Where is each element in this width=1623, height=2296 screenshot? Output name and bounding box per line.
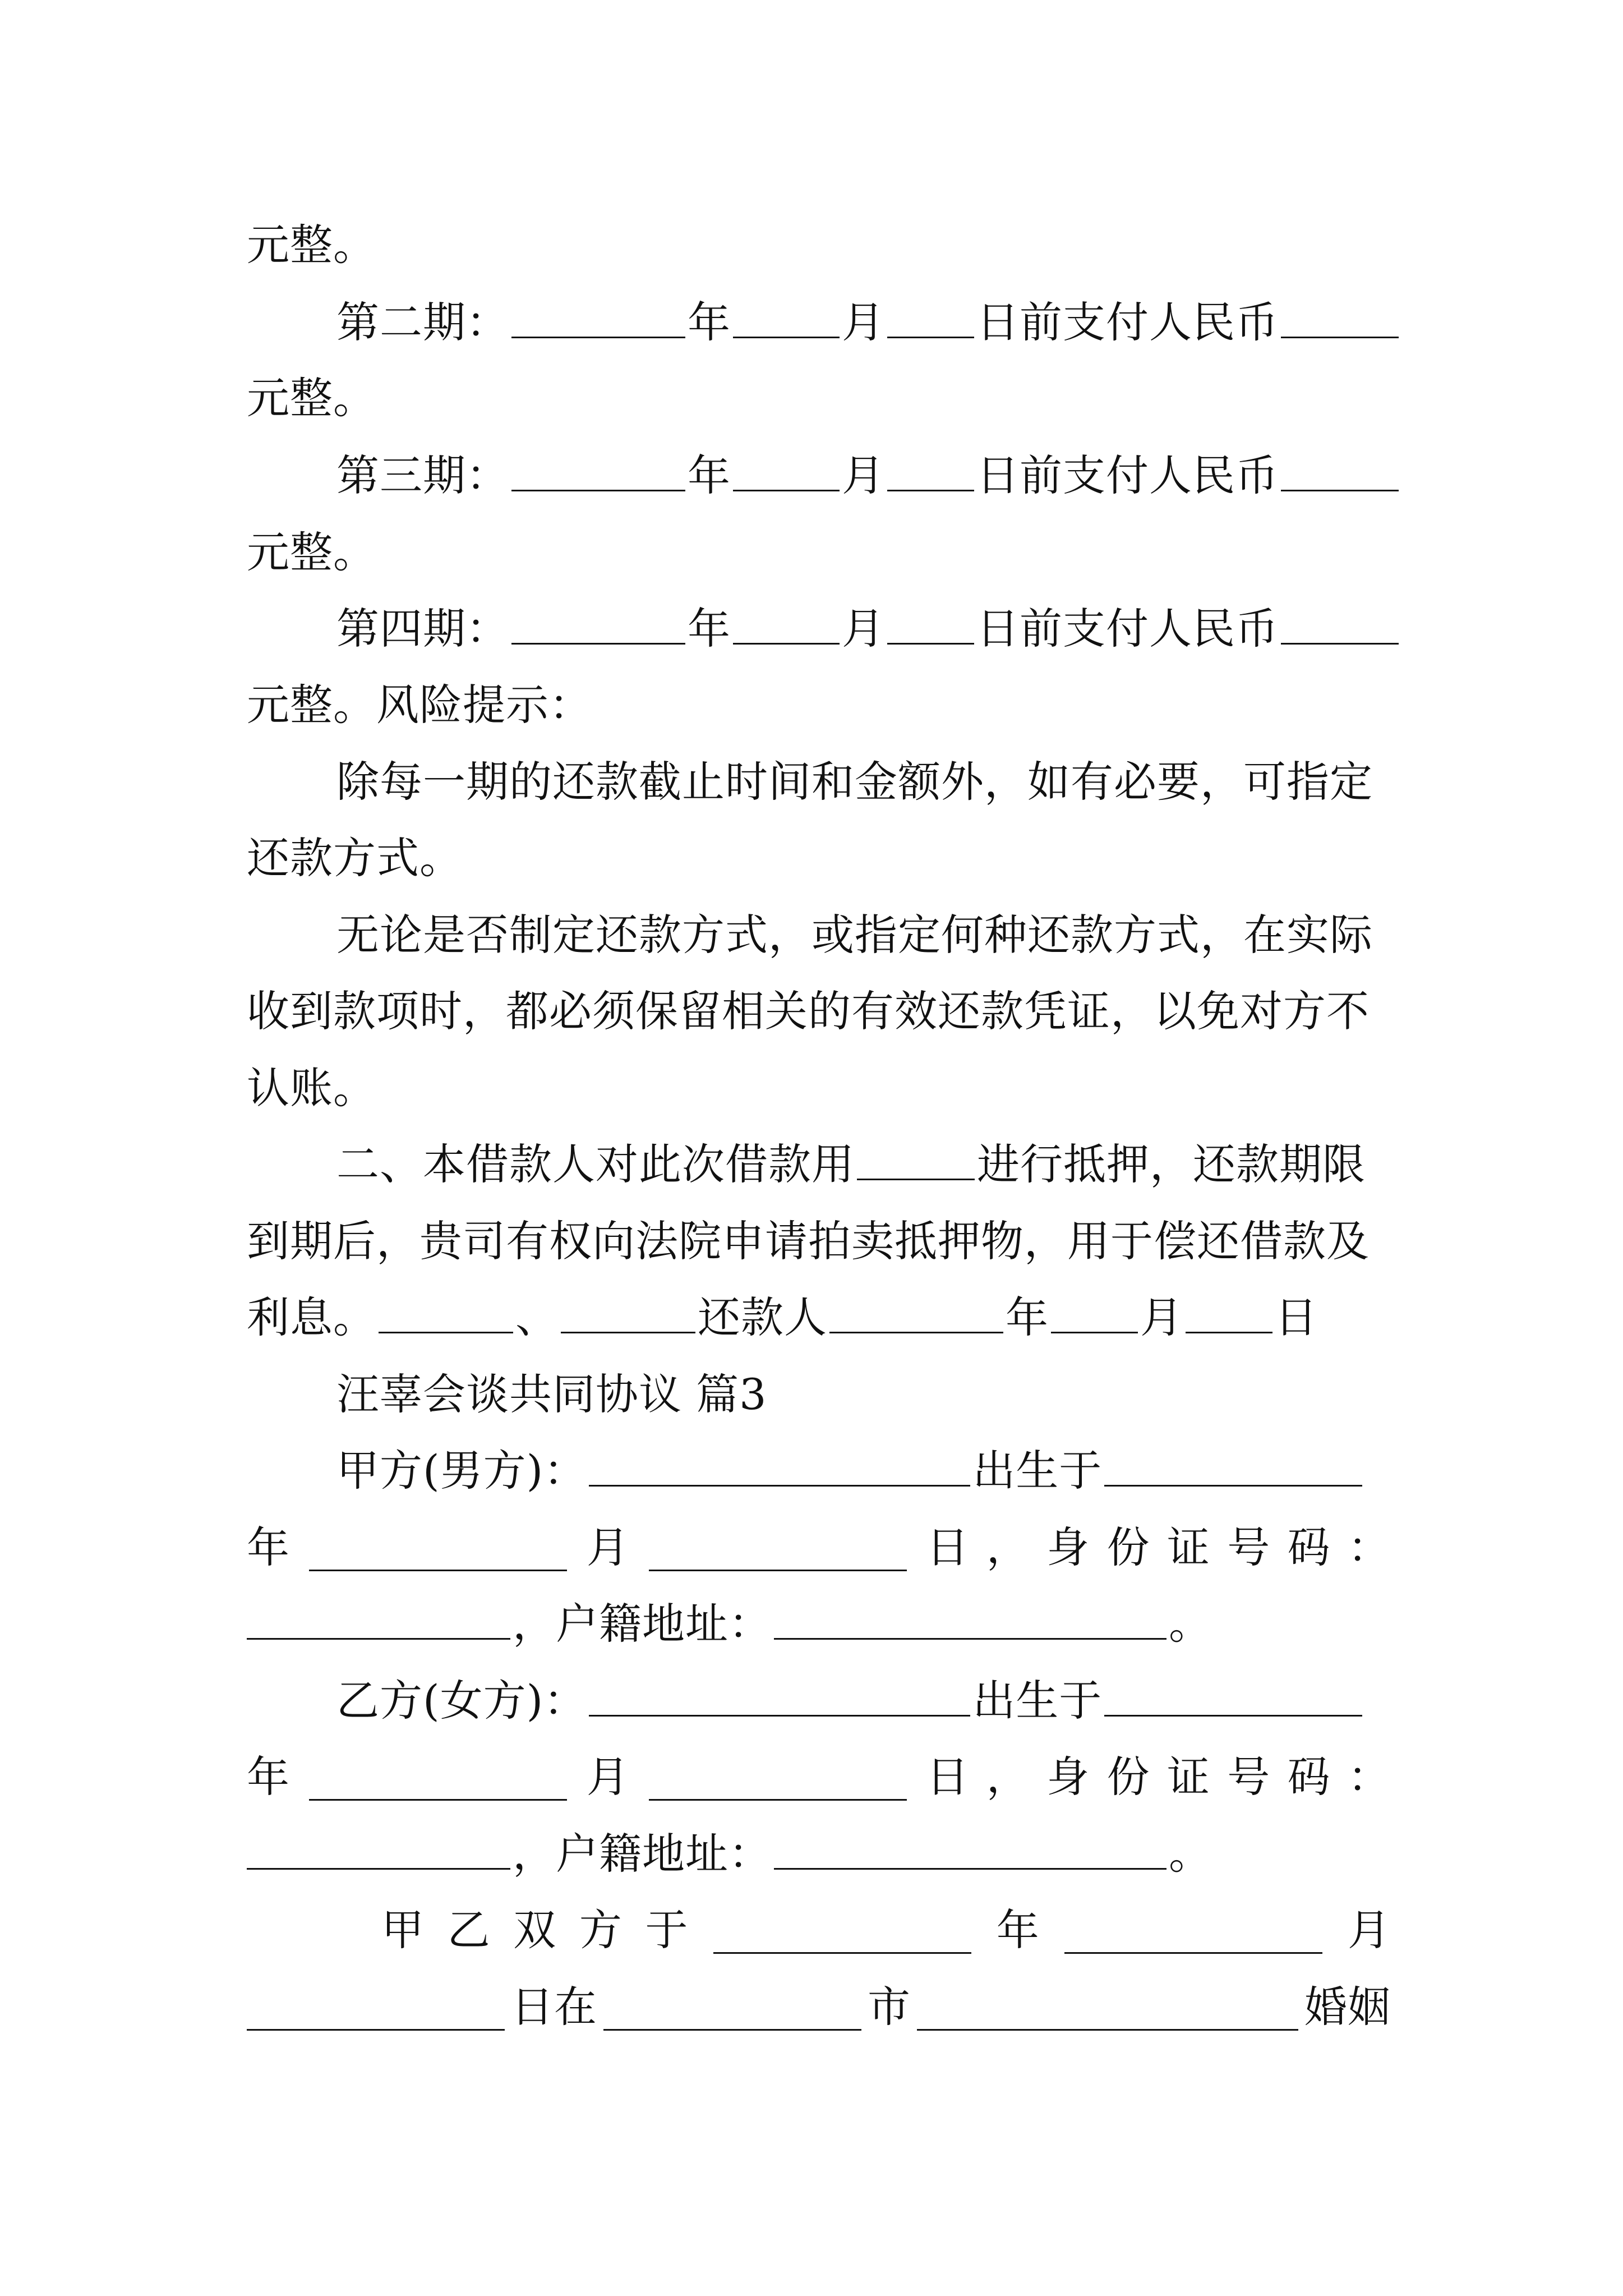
year-label: 年 <box>688 297 731 347</box>
blank-field <box>733 598 840 645</box>
id-char: 证 <box>1166 1752 1210 1802</box>
party-label: 乙方(女方)： <box>336 1676 587 1726</box>
blank-field <box>1104 1670 1362 1717</box>
blank-field <box>561 1287 695 1333</box>
section-heading <box>336 1364 1391 1425</box>
blank-field <box>733 292 840 338</box>
year-label: 年 <box>996 1905 1040 1955</box>
blank-field <box>774 1593 1166 1640</box>
blank-field <box>1051 1287 1138 1333</box>
line-text: 还款方式。 <box>247 833 463 883</box>
year-label: 年 <box>688 450 731 500</box>
id-char: 份 <box>1106 1522 1150 1572</box>
blank-field <box>589 1670 970 1717</box>
blank-field <box>829 1287 1003 1333</box>
blank-field <box>309 1754 567 1801</box>
blank-field <box>511 292 685 338</box>
address-label: ，户籍地址： <box>513 1829 772 1879</box>
blank-field <box>603 1984 861 2031</box>
party-b-line <box>336 1670 1391 1732</box>
blank-field <box>857 1134 975 1180</box>
period: 。 <box>1169 1829 1212 1879</box>
blank-field <box>649 1754 907 1801</box>
blank-field <box>733 445 840 491</box>
birth-label: 出生于 <box>972 1676 1103 1726</box>
month-label: 月 <box>1348 1905 1391 1955</box>
line-text: 除每一期的还款截止时间和金额外，如有必要，可指定 <box>336 757 1373 807</box>
month-label: 月 <box>842 297 885 347</box>
marriage-date-line <box>381 1899 1391 1961</box>
blank-field <box>887 445 974 491</box>
signature-line <box>247 1287 1391 1349</box>
blank-field <box>887 598 974 645</box>
party-b-address-line <box>247 1823 1391 1885</box>
blank-field <box>511 445 685 491</box>
text-line <box>247 522 1391 583</box>
blank-field <box>247 1593 510 1640</box>
day-label: 日在 <box>511 1982 597 2032</box>
month-label: 月 <box>1140 1292 1183 1342</box>
text-line <box>336 751 1391 813</box>
period: 。 <box>1169 1599 1212 1649</box>
city-label: 市 <box>868 1982 911 2032</box>
colon: ： <box>1347 1752 1391 1802</box>
blank-field <box>1186 1287 1272 1333</box>
party-a-id-line <box>247 1517 1391 1579</box>
month-label: 月 <box>586 1752 630 1802</box>
id-char: 身 <box>1046 1752 1090 1802</box>
month-label: 月 <box>842 450 885 500</box>
text-line <box>336 904 1391 966</box>
installment-label: 第二期： <box>336 297 509 347</box>
installment-2-line <box>336 292 1391 353</box>
year-label: 年 <box>1006 1292 1049 1342</box>
text-char: 于 <box>645 1905 689 1955</box>
blank-field <box>713 1907 971 1954</box>
blank-field <box>1281 598 1399 645</box>
blank-field <box>1104 1440 1362 1487</box>
day-label: 日 <box>926 1522 970 1572</box>
text-line <box>247 1211 1391 1272</box>
installment-3-line <box>336 445 1391 507</box>
blank-field <box>379 1287 513 1333</box>
party-a-line <box>336 1440 1391 1502</box>
party-label: 甲方(男方)： <box>336 1446 587 1496</box>
id-char: 份 <box>1106 1752 1150 1802</box>
blank-field <box>917 1984 1298 2031</box>
text-char: 双 <box>513 1905 557 1955</box>
separator: 、 <box>515 1292 559 1342</box>
line-text: 二、本借款人对此次借款用 <box>336 1139 855 1189</box>
blank-field <box>247 1984 505 2031</box>
text-line <box>247 367 1391 429</box>
blank-field <box>1064 1907 1322 1954</box>
id-char: 号 <box>1227 1522 1271 1572</box>
birth-label: 出生于 <box>972 1446 1103 1496</box>
text-line <box>247 827 1391 889</box>
line-text: 元整。 <box>247 220 376 270</box>
blank-field <box>511 598 685 645</box>
line-text: 元整。 <box>247 373 376 423</box>
installment-4-line <box>336 598 1391 660</box>
comma: ， <box>986 1752 1030 1802</box>
line-text: 元整。风险提示： <box>247 680 592 730</box>
installment-label: 第三期： <box>336 450 509 500</box>
month-label: 月 <box>842 604 885 654</box>
heading-text: 汪辜会谈共同协议 篇3 <box>336 1369 767 1419</box>
line-text: 元整。 <box>247 527 376 577</box>
year-label: 年 <box>247 1752 290 1802</box>
party-b-id-line <box>247 1746 1391 1808</box>
line-text: 无论是否制定还款方式，或指定何种还款方式，在实际 <box>336 910 1373 960</box>
id-char: 号 <box>1227 1752 1271 1802</box>
comma: ， <box>986 1522 1030 1572</box>
blank-field <box>774 1823 1166 1870</box>
party-a-address-line <box>247 1593 1391 1655</box>
text-char: 乙 <box>447 1905 491 1955</box>
address-label: ，户籍地址： <box>513 1599 772 1649</box>
mortgage-line <box>336 1134 1391 1195</box>
marriage-place-line <box>247 1976 1391 2038</box>
year-label: 年 <box>247 1522 290 1572</box>
text-char: 甲 <box>381 1905 425 1955</box>
id-char: 证 <box>1166 1522 1210 1572</box>
blank-field <box>1281 445 1399 491</box>
line-text: 进行抵押，还款期限 <box>977 1139 1366 1189</box>
text-char: 方 <box>579 1905 623 1955</box>
day-label: 日 <box>926 1752 970 1802</box>
blank-field <box>589 1440 970 1487</box>
line-text: 认账。 <box>247 1063 376 1113</box>
blank-field <box>247 1823 510 1870</box>
text-line <box>247 674 1391 736</box>
line-text: 收到款项时，都必须保留相关的有效还款凭证，以免对方不 <box>247 986 1370 1036</box>
colon: ： <box>1347 1522 1391 1572</box>
text-line <box>247 981 1391 1042</box>
repayer-label: 还款人 <box>698 1292 827 1342</box>
day-label: 日前支付人民币 <box>976 604 1279 654</box>
day-label: 日 <box>1275 1292 1318 1342</box>
id-char: 身 <box>1046 1522 1090 1572</box>
text-line <box>247 214 1391 276</box>
year-label: 年 <box>688 604 731 654</box>
line-text: 到期后，贵司有权向法院申请拍卖抵押物，用于偿还借款及 <box>247 1216 1370 1266</box>
blank-field <box>649 1525 907 1571</box>
month-label: 月 <box>586 1522 630 1572</box>
id-char: 码 <box>1287 1522 1331 1572</box>
line-text: 利息。 <box>247 1292 376 1342</box>
blank-field <box>1281 292 1399 338</box>
day-label: 日前支付人民币 <box>976 450 1279 500</box>
installment-label: 第四期： <box>336 604 509 654</box>
id-char: 码 <box>1287 1752 1331 1802</box>
text-line <box>247 1057 1391 1119</box>
marriage-label: 婚姻 <box>1304 1982 1391 2032</box>
day-label: 日前支付人民币 <box>976 297 1279 347</box>
blank-field <box>887 292 974 338</box>
blank-field <box>309 1525 567 1571</box>
